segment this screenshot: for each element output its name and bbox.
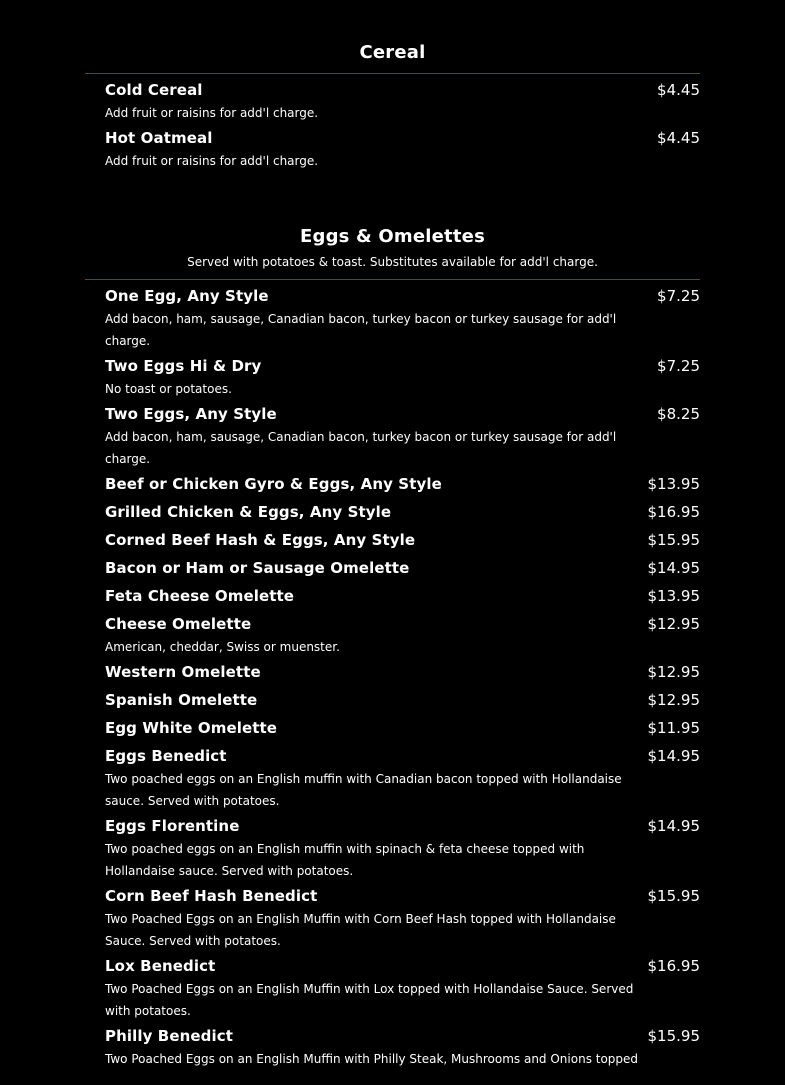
menu-item — [105, 956, 700, 1022]
item-price: $14.95 — [647, 559, 700, 577]
item-name: Feta Cheese Omelette — [105, 587, 295, 605]
section-cereal — [85, 42, 700, 172]
item-name: Lox Benedict — [105, 957, 216, 975]
menu-item — [105, 718, 700, 738]
section-subtitle: Served with potatoes & toast. Substitutes available for add'l charge. — [187, 255, 598, 269]
item-price: $14.95 — [647, 817, 700, 835]
item-price: $8.25 — [657, 405, 700, 423]
menu-item — [105, 558, 700, 578]
item-price: $7.25 — [657, 287, 700, 305]
item-name: Egg White Omelette — [105, 719, 278, 737]
menu-item — [105, 474, 700, 494]
item-name: Philly Benedict — [105, 1027, 233, 1045]
item-price: $15.95 — [647, 531, 700, 549]
menu-item — [105, 356, 700, 400]
item-name: Cold Cereal — [105, 81, 203, 99]
item-price: $4.45 — [657, 81, 700, 99]
item-name: Hot Oatmeal — [105, 129, 213, 147]
item-description: American, cheddar, Swiss or muenster. — [105, 640, 340, 654]
item-name: Two Eggs, Any Style — [105, 405, 277, 423]
item-price: $7.25 — [657, 357, 700, 375]
item-price: $16.95 — [647, 957, 700, 975]
menu-item — [105, 746, 700, 812]
item-name: Spanish Omelette — [105, 691, 258, 709]
item-description: Two poached eggs on an English muffin with Canadian bacon topped with Hollandaise sauce. Served with potatoes. — [105, 772, 622, 808]
item-name: Beef or Chicken Gyro & Eggs, Any Style — [105, 475, 442, 493]
section-divider — [85, 73, 700, 74]
menu-item — [105, 886, 700, 952]
menu-items — [85, 80, 700, 172]
menu-item — [105, 80, 700, 124]
menu-item — [105, 286, 700, 352]
item-name: Eggs Benedict — [105, 747, 227, 765]
section-divider — [85, 279, 700, 280]
item-description: Add bacon, ham, sausage, Canadian bacon, turkey bacon or turkey sausage for add'l charge. — [105, 430, 617, 466]
item-price: $15.95 — [647, 887, 700, 905]
item-price: $12.95 — [647, 663, 700, 681]
menu-item — [105, 1026, 700, 1070]
section-eggs-omelettes — [85, 226, 700, 1070]
item-name: Two Eggs Hi & Dry — [105, 357, 262, 375]
item-price: $16.95 — [647, 503, 700, 521]
menu-item — [105, 128, 700, 172]
item-name: Grilled Chicken & Eggs, Any Style — [105, 503, 392, 521]
section-title: Eggs & Omelettes — [300, 226, 485, 247]
item-price: $13.95 — [647, 475, 700, 493]
item-price: $12.95 — [647, 691, 700, 709]
menu-item — [105, 614, 700, 658]
menu-item — [105, 404, 700, 470]
item-name: One Egg, Any Style — [105, 287, 269, 305]
item-name: Bacon or Ham or Sausage Omelette — [105, 559, 410, 577]
menu-items — [85, 286, 700, 1070]
menu-item — [105, 816, 700, 882]
menu-item — [105, 690, 700, 710]
menu-item — [105, 662, 700, 682]
item-price: $14.95 — [647, 747, 700, 765]
section-title: Cereal — [359, 42, 426, 63]
item-description: Add fruit or raisins for add'l charge. — [105, 106, 319, 120]
item-description: Two Poached Eggs on an English Muffin with Lox topped with Hollandaise Sauce. Served with potatoes. — [105, 982, 634, 1018]
item-description: No toast or potatoes. — [105, 382, 232, 396]
item-name: Eggs Florentine — [105, 817, 240, 835]
item-name: Western Omelette — [105, 663, 261, 681]
item-price: $11.95 — [647, 719, 700, 737]
item-price: $15.95 — [647, 1027, 700, 1045]
item-name: Corned Beef Hash & Eggs, Any Style — [105, 531, 416, 549]
item-price: $12.95 — [647, 615, 700, 633]
item-description: Two Poached Eggs on an English Muffin with Corn Beef Hash topped with Hollandaise Sauce. Served with potatoes. — [105, 912, 616, 948]
item-description: Two poached eggs on an English muffin with spinach & feta cheese topped with Hollandaise sauce. Served with potatoes. — [105, 842, 585, 878]
menu-item — [105, 530, 700, 550]
item-description: Two Poached Eggs on an English Muffin with Philly Steak, Mushrooms and Onions topped — [105, 1052, 639, 1066]
item-price: $4.45 — [657, 129, 700, 147]
item-description: Add bacon, ham, sausage, Canadian bacon, turkey bacon or turkey sausage for add'l charge. — [105, 312, 617, 348]
item-name: Cheese Omelette — [105, 615, 252, 633]
item-description: Add fruit or raisins for add'l charge. — [105, 154, 319, 168]
menu-item — [105, 586, 700, 606]
item-name: Corn Beef Hash Benedict — [105, 887, 318, 905]
item-price: $13.95 — [647, 587, 700, 605]
menu-item — [105, 502, 700, 522]
